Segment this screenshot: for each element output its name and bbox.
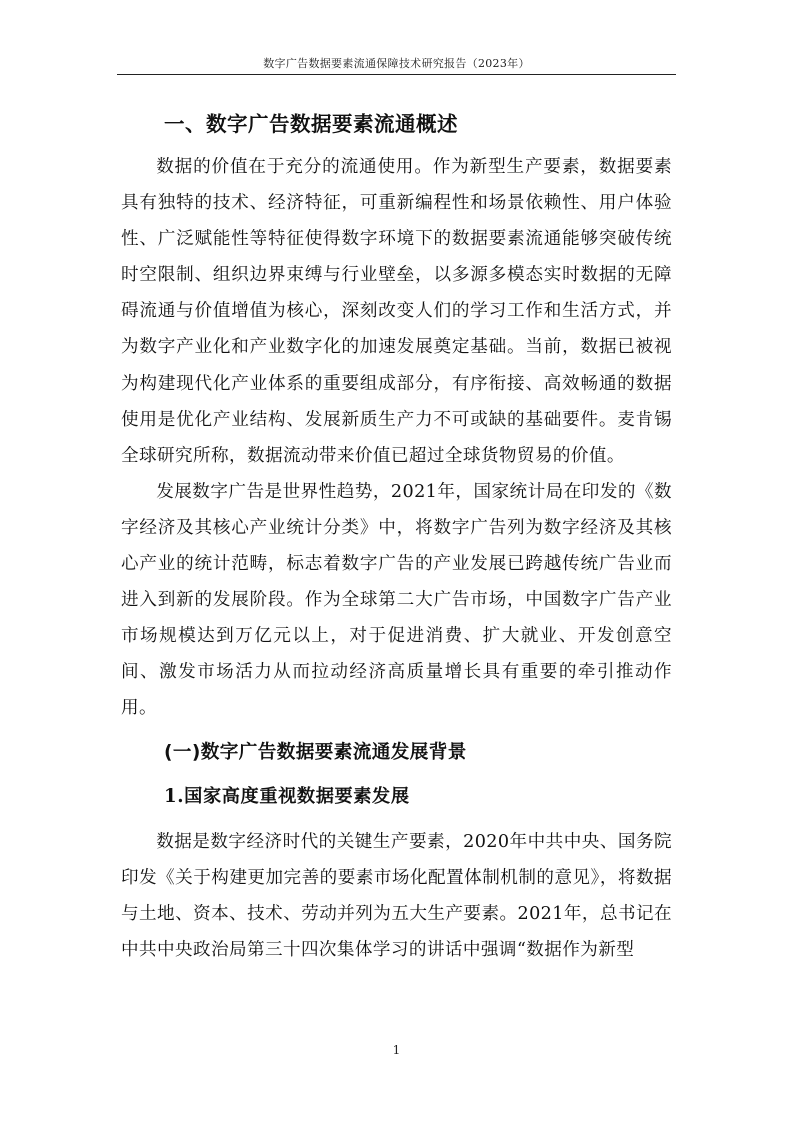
page-number: 1	[392, 1043, 401, 1057]
body-paragraph: 数据的价值在于充分的流通使用。作为新型生产要素，数据要素具有独特的技术、经济特征，可重新编程性和场景依赖性、用户体验性、广泛赋能性等特征使得数字环境下的数据要素流通能够突破传统时空限制、组织边界束缚与行业壁垒，以多源多模态实时数据的无障碍流通与价值增值为核心，深刻改变人们的学习工作和生活方式，并为数字产业化和产业数字化的加速发展奠定基础。当前，数据已被视为构建现代化产业体系的重要组成部分，有序衔接、高效畅通的数据使用是优化产业结构、发展新质生产力不可或缺的基础要件。麦肯锡全球研究所称，数据流动带来价值已超过全球货物贸易的价值。	[121, 157, 672, 466]
subsubsection-heading: 1.国家高度重视数据要素发展	[164, 785, 410, 807]
running-header: 数字广告数据要素流通保障技术研究报告（2023年）	[263, 57, 530, 70]
page-body	[121, 103, 672, 968]
body-paragraph: 发展数字广告是世界性趋势，2021年，国家统计局在印发的《数字经济及其核心产业统计分类》中，将数字广告列为数字经济及其核心产业的统计范畴，标志着数字广告的产业发展已跨越传统广告业而进入到新的发展阶段。作为全球第二大广告市场，中国数字广告产业市场规模达到万亿元以上，对于促进消费、扩大就业、开发创意空间、激发市场活力从而拉动经济高质量增长具有重要的牵引推动作用。	[121, 481, 672, 719]
subsection-heading: (一)数字广告数据要素流通发展背景	[164, 741, 467, 763]
header-divider	[117, 74, 676, 75]
section-heading: 一、数字广告数据要素流通概述	[164, 112, 458, 136]
body-paragraph: 数据是数字经济时代的关键生产要素，2020年中共中央、国务院印发《关于构建更加完善的要素市场化配置体制机制的意见》，将数据与土地、资本、技术、劳动并列为五大生产要素。2021年，总书记在中共中央政治局第三十四次集体学习的讲话中强调“数据作为新型	[121, 831, 672, 960]
